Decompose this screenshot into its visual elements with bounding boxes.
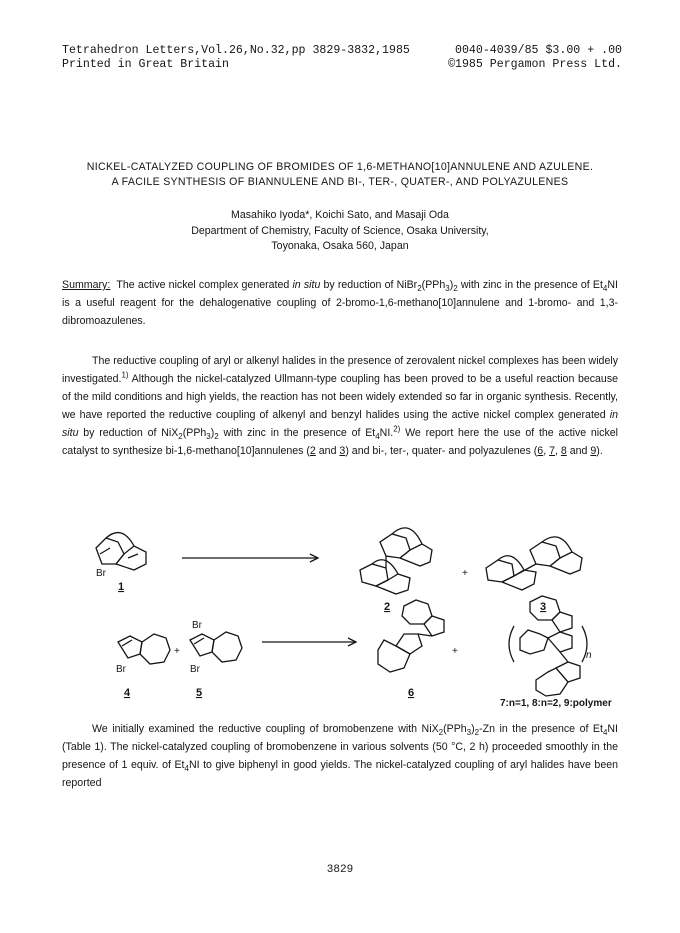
- intro-paragraph: The reductive coupling of aryl or alkenyl halides in the presence of zerovalent nickel complexes has been widely investigated.$^{1)}$ Although the nickel-catalyzed Ullmann-type coupling has been proved to be a useful reaction because of the mild conditions and high yields, the reaction has not been widely extended so far in organic synthesis. Recently, we have reported the reductive coupling of alkenyl and benzyl halides using the active nickel complex generated in situ by reduction of $NiX_2(PPh_3)_2$ with zinc in the presence of $Et_4NI.^{2)}$ We report here the use of the active nickel catalyst to synthesize bi-1,6-methano[10]annulenes (2 and 3) and bi-, ter-, quater- and polyazulenes (6, 7, 8 and 9).: [62, 355, 619, 457]
- compound-label-6: 6: [408, 687, 415, 699]
- journal-header: [62, 44, 622, 72]
- plus-sign-2: +: [174, 646, 180, 657]
- title-line-2: A FACILE SYNTHESIS OF BIANNULENE AND BI-, TER-, QUATER-, AND POLYAZULENES: [111, 176, 569, 188]
- paper-title: [40, 160, 640, 190]
- br-label-1: Br: [96, 568, 106, 579]
- compound-4-structure: [118, 634, 170, 664]
- compound-label-1: 1: [118, 581, 125, 593]
- br-label-4: Br: [116, 664, 126, 675]
- address: Toyonaka, Osaka 560, Japan: [271, 240, 409, 252]
- summary-paragraph: Summary: The active nickel complex generated in situ by reduction of $NiBr_2(PPh_3)_2$ with zinc in the presence of $Et_4NI$ is a useful reagent for the dehalogenative coupling of 2-bromo-1,6-methano[10]annulene and 1-bromo- and 1,3-dibromoazulenes.: [62, 279, 618, 327]
- author-names: Masahiko Iyoda*, Koichi Sato, and Masaji Oda: [231, 209, 449, 221]
- ref-2: 2): [393, 424, 401, 434]
- printed-in: Printed in Great Britain: [62, 58, 229, 71]
- br-label-5b: Br: [190, 664, 200, 675]
- journal-citation: Tetrahedron Letters,Vol.26,No.32,pp 3829-3832,1985: [62, 44, 410, 57]
- compound-1-structure: [96, 533, 146, 570]
- compound-label-5: 5: [196, 687, 203, 699]
- author-block: [40, 208, 640, 255]
- compound-label-2: 2: [384, 601, 391, 613]
- compound-legend: 7:n=1, 8:n=2, 9:polymer: [500, 698, 612, 709]
- compound-7-9-structure: [509, 596, 587, 696]
- publisher-copyright: ©1985 Pergamon Press Ltd.: [448, 58, 622, 71]
- plus-sign-3: +: [452, 646, 458, 657]
- compound-label-3: 3: [540, 601, 547, 613]
- compound-label-4: 4: [124, 687, 131, 699]
- repeat-n-label: n: [586, 650, 592, 661]
- compound-5-structure: [190, 632, 242, 662]
- ref-1: 1): [121, 370, 129, 380]
- affiliation: Department of Chemistry, Faculty of Science, Osaka University,: [191, 224, 489, 237]
- page-number: 3829: [326, 864, 354, 876]
- compound-2-structure: [360, 528, 432, 594]
- compound-3-structure: [486, 537, 582, 590]
- title-line-1: NICKEL-CATALYZED COUPLING OF BROMIDES OF 1,6-METHANO[10]ANNULENE AND AZULENE.: [86, 161, 594, 173]
- br-label-5a: Br: [192, 620, 202, 631]
- reaction-scheme: [0, 510, 680, 710]
- plus-sign-1: +: [462, 568, 468, 579]
- body-paragraph-2: We initially examined the reductive coupling of bromobenzene with $NiX_2(PPh_3)_2-Zn$ in the presence of $Et_4NI$ (Table 1). The nickel-catalyzed coupling of bromobenzene in various solvents (50 °C, 2 h) proceeded smoothly in the presence of 1 equiv. of $Et_4NI$ to give biphenyl in good yields. The nickel-catalyzed coupling of aryl halides have been reported: [62, 723, 618, 789]
- summary-label: Summary:: [62, 279, 111, 291]
- price-code: 0040-4039/85 $3.00 + .00: [455, 44, 622, 57]
